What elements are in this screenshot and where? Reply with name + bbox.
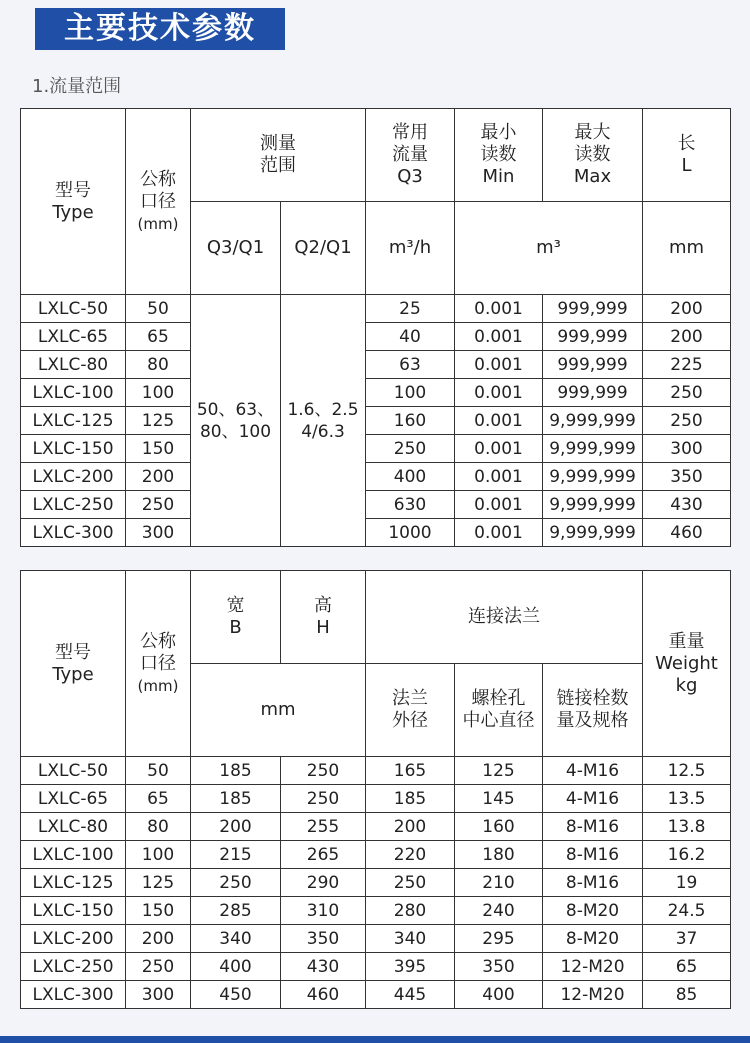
cell-flange-od: 200 (366, 813, 455, 841)
cell-dn: 100 (126, 841, 191, 869)
cell-weight: 24.5 (643, 897, 731, 925)
cell-model: LXLC-300 (21, 519, 126, 547)
cell-length: 300 (643, 435, 731, 463)
cell-width: 250 (191, 869, 281, 897)
header-model: 型号 Type (21, 571, 126, 757)
cell-height: 250 (281, 757, 366, 785)
cell-flange-od: 250 (366, 869, 455, 897)
table-row (21, 757, 731, 785)
header-flange: 连接法兰 (366, 571, 643, 664)
cell-dn: 80 (126, 813, 191, 841)
cell-min: 0.001 (455, 295, 543, 323)
cell-bolt-pcd: 210 (455, 869, 543, 897)
cell-length: 200 (643, 323, 731, 351)
header-weight: 重量 Weight kg (643, 571, 731, 757)
cell-model: LXLC-250 (21, 953, 126, 981)
cell-model: LXLC-100 (21, 379, 126, 407)
cell-min: 0.001 (455, 463, 543, 491)
header-bolt-spec: 链接栓数 量及规格 (543, 664, 643, 757)
cell-width: 215 (191, 841, 281, 869)
cell-length: 460 (643, 519, 731, 547)
cell-width: 185 (191, 785, 281, 813)
cell-width: 400 (191, 953, 281, 981)
cell-weight: 19 (643, 869, 731, 897)
header-height: 高 H (281, 571, 366, 664)
cell-bolt-spec: 8-M16 (543, 813, 643, 841)
table-row (21, 295, 731, 323)
flow-range-table (20, 108, 731, 547)
cell-max: 9,999,999 (543, 435, 643, 463)
cell-dn: 125 (126, 869, 191, 897)
table-row (21, 435, 731, 463)
cell-model: LXLC-125 (21, 869, 126, 897)
cell-q3: 25 (366, 295, 455, 323)
cell-dn: 200 (126, 463, 191, 491)
table-row (21, 841, 731, 869)
table-row (21, 407, 731, 435)
cell-bolt-pcd: 400 (455, 981, 543, 1009)
cell-width: 200 (191, 813, 281, 841)
table-row (21, 813, 731, 841)
cell-weight: 13.5 (643, 785, 731, 813)
section-label-flow-range: 1.流量范围 (32, 76, 122, 97)
cell-dn: 300 (126, 981, 191, 1009)
header-nominal-diameter: 公称 口径 (mm) (126, 571, 191, 757)
cell-max: 999,999 (543, 379, 643, 407)
cell-weight: 16.2 (643, 841, 731, 869)
cell-width: 340 (191, 925, 281, 953)
table-row (21, 897, 731, 925)
cell-min: 0.001 (455, 491, 543, 519)
cell-bolt-pcd: 240 (455, 897, 543, 925)
page-title: 主要技术参数 (35, 8, 285, 50)
cell-dn: 150 (126, 435, 191, 463)
cell-model: LXLC-50 (21, 757, 126, 785)
cell-width: 450 (191, 981, 281, 1009)
header-q2-q1: Q2/Q1 (281, 202, 366, 295)
cell-bolt-pcd: 295 (455, 925, 543, 953)
cell-bolt-pcd: 160 (455, 813, 543, 841)
cell-flange-od: 340 (366, 925, 455, 953)
table-row (21, 323, 731, 351)
cell-dn: 80 (126, 351, 191, 379)
cell-height: 430 (281, 953, 366, 981)
cell-bolt-spec: 8-M16 (543, 869, 643, 897)
cell-weight: 65 (643, 953, 731, 981)
cell-model: LXLC-100 (21, 841, 126, 869)
header-width: 宽 B (191, 571, 281, 664)
cell-bolt-pcd: 125 (455, 757, 543, 785)
cell-width: 185 (191, 757, 281, 785)
header-nominal-flow: 常用 流量 Q3 (366, 109, 455, 202)
cell-model: LXLC-200 (21, 925, 126, 953)
cell-length: 350 (643, 463, 731, 491)
cell-dn: 65 (126, 323, 191, 351)
cell-dn: 50 (126, 295, 191, 323)
cell-model: LXLC-250 (21, 491, 126, 519)
cell-q3-q1-ratio: 50、63、 80、100 (191, 295, 281, 547)
cell-min: 0.001 (455, 435, 543, 463)
cell-q3: 40 (366, 323, 455, 351)
cell-weight: 12.5 (643, 757, 731, 785)
cell-min: 0.001 (455, 407, 543, 435)
cell-height: 310 (281, 897, 366, 925)
cell-model: LXLC-150 (21, 435, 126, 463)
header-flange-od: 法兰 外径 (366, 664, 455, 757)
cell-model: LXLC-80 (21, 351, 126, 379)
cell-bolt-pcd: 180 (455, 841, 543, 869)
cell-flange-od: 280 (366, 897, 455, 925)
cell-max: 9,999,999 (543, 491, 643, 519)
cell-model: LXLC-200 (21, 463, 126, 491)
table-row (21, 351, 731, 379)
cell-height: 265 (281, 841, 366, 869)
cell-max: 999,999 (543, 295, 643, 323)
table-row (21, 953, 731, 981)
unit-mm: mm (191, 664, 366, 757)
header-nominal-diameter: 公称 口径 (mm) (126, 109, 191, 295)
cell-q3: 250 (366, 435, 455, 463)
cell-max: 9,999,999 (543, 519, 643, 547)
cell-q3: 63 (366, 351, 455, 379)
cell-flange-od: 165 (366, 757, 455, 785)
cell-bolt-spec: 4-M16 (543, 757, 643, 785)
cell-height: 290 (281, 869, 366, 897)
table-row (21, 869, 731, 897)
unit-length: mm (643, 202, 731, 295)
cell-dn: 300 (126, 519, 191, 547)
header-measuring-range: 测量 范围 (191, 109, 366, 202)
cell-height: 255 (281, 813, 366, 841)
table-row (21, 981, 731, 1009)
header-model: 型号 Type (21, 109, 126, 295)
cell-flange-od: 445 (366, 981, 455, 1009)
cell-bolt-pcd: 145 (455, 785, 543, 813)
cell-model: LXLC-125 (21, 407, 126, 435)
table-row (21, 785, 731, 813)
header-length: 长 L (643, 109, 731, 202)
header-max-reading: 最大 读数 Max (543, 109, 643, 202)
header-bolt-pcd: 螺栓孔 中心直径 (455, 664, 543, 757)
cell-bolt-spec: 8-M16 (543, 841, 643, 869)
cell-length: 200 (643, 295, 731, 323)
cell-model: LXLC-80 (21, 813, 126, 841)
cell-bolt-spec: 8-M20 (543, 925, 643, 953)
cell-dn: 250 (126, 953, 191, 981)
cell-flange-od: 395 (366, 953, 455, 981)
table-row (21, 379, 731, 407)
cell-q2-q1-ratio: 1.6、2.5 4/6.3 (281, 295, 366, 547)
cell-model: LXLC-50 (21, 295, 126, 323)
cell-q3: 630 (366, 491, 455, 519)
table-row (21, 519, 731, 547)
cell-q3: 100 (366, 379, 455, 407)
dimensions-table (20, 570, 731, 1009)
unit-flow: m³/h (366, 202, 455, 295)
cell-dn: 200 (126, 925, 191, 953)
cell-model: LXLC-150 (21, 897, 126, 925)
cell-max: 999,999 (543, 351, 643, 379)
cell-height: 250 (281, 785, 366, 813)
cell-min: 0.001 (455, 519, 543, 547)
cell-max: 999,999 (543, 323, 643, 351)
cell-min: 0.001 (455, 351, 543, 379)
cell-weight: 37 (643, 925, 731, 953)
cell-bolt-pcd: 350 (455, 953, 543, 981)
cell-weight: 13.8 (643, 813, 731, 841)
unit-reading: m³ (455, 202, 643, 295)
table-row (21, 925, 731, 953)
table-row (21, 463, 731, 491)
cell-length: 430 (643, 491, 731, 519)
cell-q3: 400 (366, 463, 455, 491)
cell-flange-od: 185 (366, 785, 455, 813)
cell-width: 285 (191, 897, 281, 925)
cell-length: 250 (643, 379, 731, 407)
cell-bolt-spec: 8-M20 (543, 897, 643, 925)
cell-height: 350 (281, 925, 366, 953)
cell-model: LXLC-65 (21, 785, 126, 813)
cell-min: 0.001 (455, 379, 543, 407)
cell-q3: 160 (366, 407, 455, 435)
cell-flange-od: 220 (366, 841, 455, 869)
cell-dn: 250 (126, 491, 191, 519)
cell-dn: 125 (126, 407, 191, 435)
header-q3-q1: Q3/Q1 (191, 202, 281, 295)
cell-length: 250 (643, 407, 731, 435)
cell-max: 9,999,999 (543, 463, 643, 491)
header-min-reading: 最小 读数 Min (455, 109, 543, 202)
cell-dn: 150 (126, 897, 191, 925)
cell-model: LXLC-65 (21, 323, 126, 351)
table-row (21, 491, 731, 519)
cell-max: 9,999,999 (543, 407, 643, 435)
cell-bolt-spec: 12-M20 (543, 981, 643, 1009)
cell-model: LXLC-300 (21, 981, 126, 1009)
cell-length: 225 (643, 351, 731, 379)
cell-min: 0.001 (455, 323, 543, 351)
cell-bolt-spec: 4-M16 (543, 785, 643, 813)
cell-height: 460 (281, 981, 366, 1009)
cell-dn: 100 (126, 379, 191, 407)
cell-bolt-spec: 12-M20 (543, 953, 643, 981)
bottom-divider (0, 1036, 750, 1043)
cell-dn: 65 (126, 785, 191, 813)
cell-weight: 85 (643, 981, 731, 1009)
cell-dn: 50 (126, 757, 191, 785)
cell-q3: 1000 (366, 519, 455, 547)
